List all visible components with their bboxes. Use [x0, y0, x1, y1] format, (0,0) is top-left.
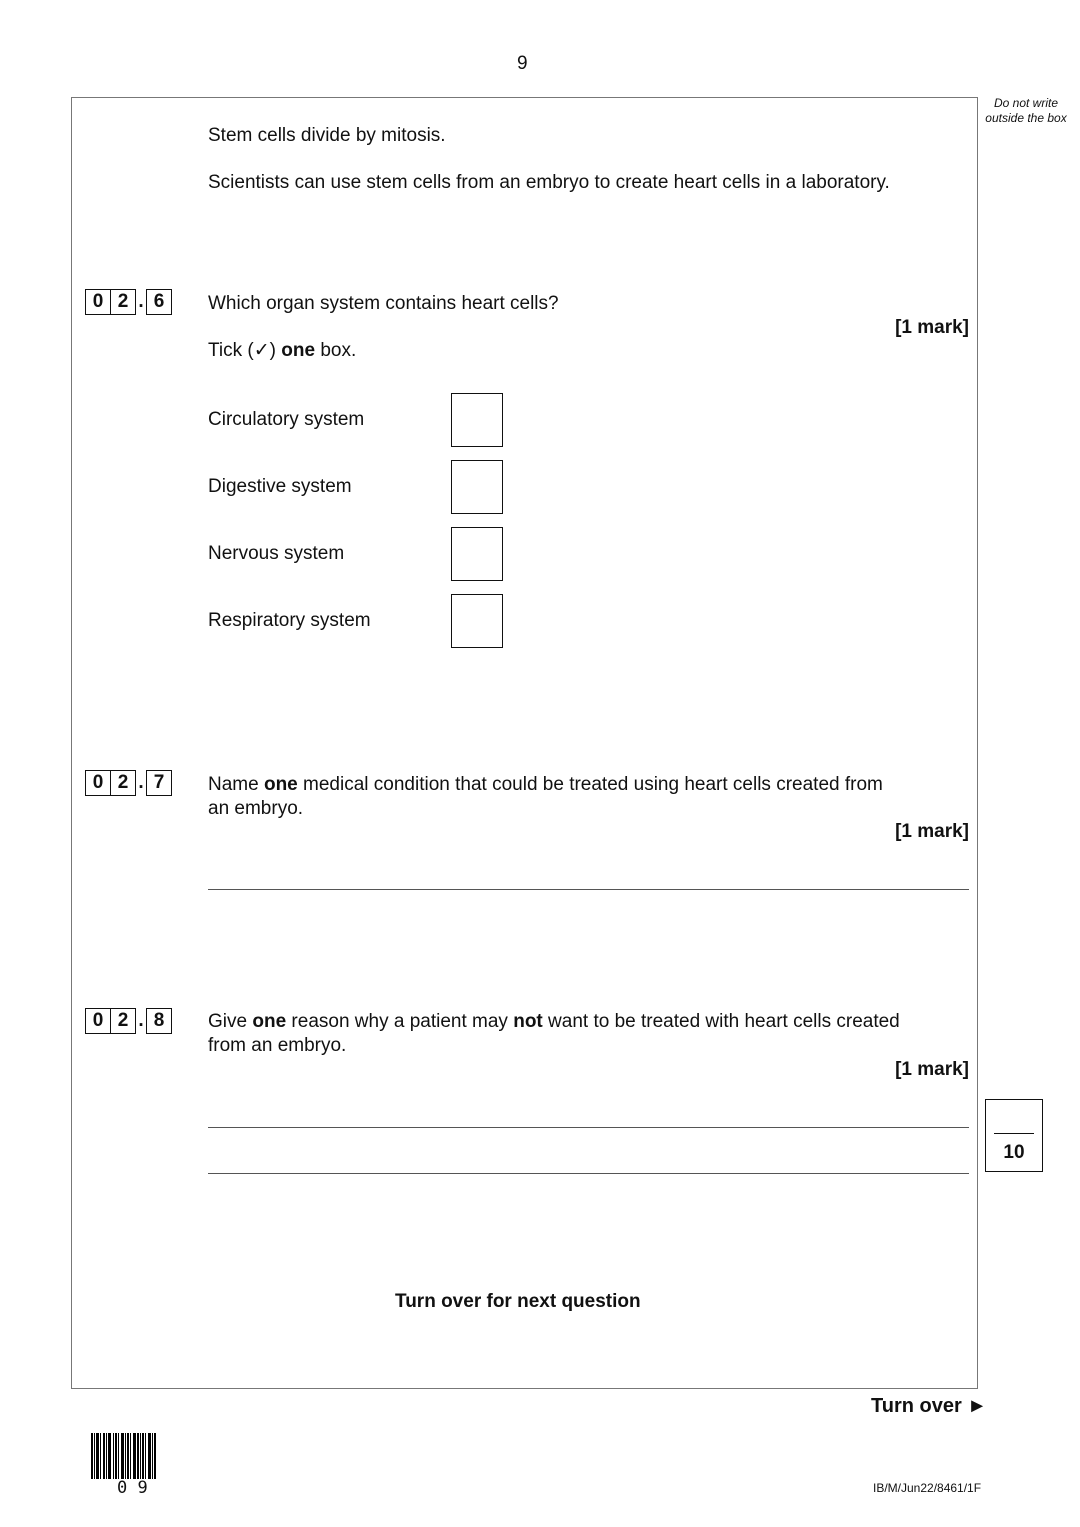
- answer-line[interactable]: [208, 889, 969, 890]
- answer-line[interactable]: [208, 1127, 969, 1128]
- question-text: Which organ system contains heart cells?: [208, 293, 559, 314]
- barcode-digits: 0 9: [117, 1478, 148, 1498]
- digit: 0: [92, 772, 104, 793]
- barcode-bar: [154, 1433, 156, 1479]
- score-total: 10: [1003, 1142, 1025, 1163]
- digit: 2: [110, 1009, 135, 1033]
- mark-allocation: [1 mark]: [895, 1059, 969, 1080]
- tick-box-digestive[interactable]: [451, 460, 503, 514]
- page-score-box: [985, 1099, 1043, 1172]
- digit: 2: [110, 771, 135, 795]
- barcode: [91, 1433, 156, 1479]
- option-label-digestive: Digestive system: [208, 476, 352, 497]
- question-number-02-6: 0 2 . 6: [85, 289, 172, 315]
- mark-allocation: [1 mark]: [895, 821, 969, 842]
- turn-over-next-question: Turn over for next question: [395, 1291, 641, 1312]
- digit: 0: [92, 1010, 104, 1031]
- option-label-respiratory: Respiratory system: [208, 610, 371, 631]
- instruction: Tick (✓) one box.: [208, 340, 357, 361]
- answer-area-box: [71, 97, 978, 1389]
- question-number-02-8: 0 2 . 8: [85, 1008, 172, 1034]
- digit: 6: [153, 291, 165, 312]
- question-text: Give one reason why a patient may not want to be treated with heart cells created: [208, 1011, 900, 1032]
- question-number-02-7: 0 2 . 7: [85, 770, 172, 796]
- digit: 8: [153, 1010, 165, 1031]
- intro-text-2: Scientists can use stem cells from an embryo to create heart cells in a laboratory.: [208, 172, 890, 193]
- turn-over: Turn over ►: [871, 1395, 988, 1417]
- digit: 7: [153, 772, 165, 793]
- tick-box-circulatory[interactable]: [451, 393, 503, 447]
- digit: 0: [92, 291, 104, 312]
- tick-box-respiratory[interactable]: [451, 594, 503, 648]
- option-label-circulatory: Circulatory system: [208, 409, 365, 430]
- question-text-line2: from an embryo.: [208, 1035, 347, 1056]
- question-text: Name one medical condition that could be treated using heart cells created from: [208, 774, 883, 795]
- digit: 2: [110, 290, 135, 314]
- tick-box-nervous[interactable]: [451, 527, 503, 581]
- footer-code: IB/M/Jun22/8461/1F: [873, 1481, 982, 1495]
- page-number: 9: [517, 53, 528, 74]
- question-text-line2: an embryo.: [208, 798, 304, 819]
- mark-allocation: [1 mark]: [895, 317, 969, 338]
- answer-line[interactable]: [208, 1173, 969, 1174]
- margin-note: Do not write outside the box: [985, 96, 1067, 125]
- option-label-nervous: Nervous system: [208, 543, 345, 564]
- intro-text-1: Stem cells divide by mitosis.: [208, 125, 446, 146]
